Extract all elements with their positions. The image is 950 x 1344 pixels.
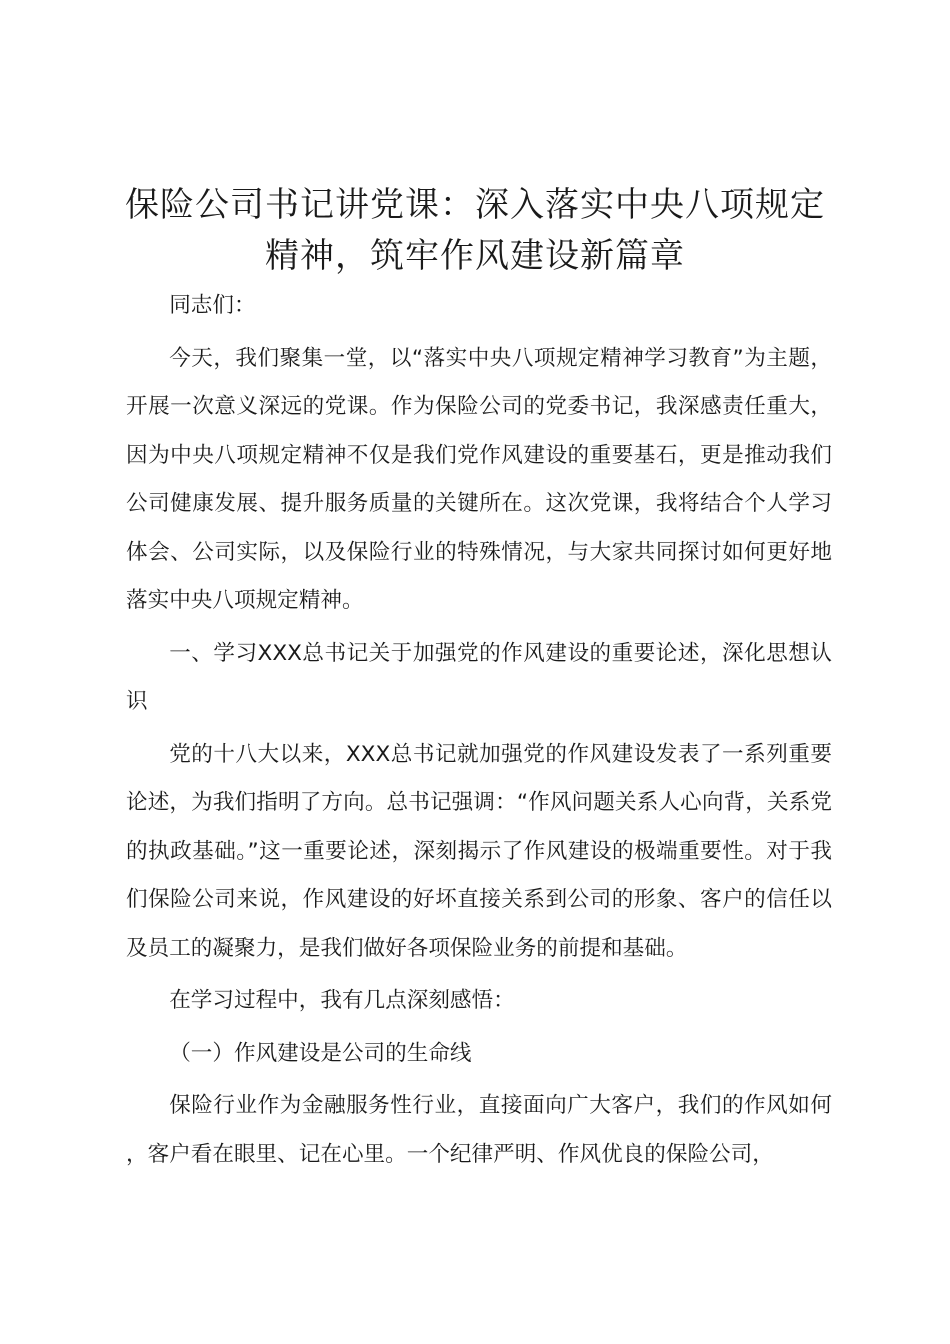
section-heading-1: 一、学习XXX总书记关于加强党的作风建设的重要论述，深化思想认识 — [126, 640, 832, 714]
document-body — [126, 282, 832, 1179]
body-paragraph: 在学习过程中，我有几点深刻感悟： — [169, 988, 515, 1013]
title-line-2: 精神，筑牢作风建设新篇章 — [265, 236, 685, 276]
subsection-heading-1: （一）作风建设是公司的生命线 — [169, 1040, 472, 1066]
body-paragraph: 保险行业作为金融服务性行业，直接面向广大客户，我们的作风如何，客户看在眼里、记在心里。一个纪律严明、作风优良的保险公司， — [126, 1093, 832, 1167]
document-title — [100, 180, 850, 282]
intro-paragraph: 今天，我们聚集一堂，以“落实中央八项规定精神学习教育”为主题，开展一次意义深远的党课。作为保险公司的党委书记，我深感责任重大，因为中央八项规定精神不仅是我们党作风建设的重要基石，更是推动我们公司健康发展、提升服务质量的关键所在。这次党课，我将结合个人学习体会、公司实际，以及保险行业的特殊情况，与大家共同探讨如何更好地落实中央八项规定精神。 — [126, 345, 832, 613]
title-line-1: 保险公司书记讲党课：深入落实中央八项规定 — [125, 185, 825, 225]
salutation-paragraph: 同志们： — [169, 293, 256, 318]
body-paragraph: 党的十八大以来，XXX总书记就加强党的作风建设发表了一系列重要论述，为我们指明了方向。总书记强调：“作风问题关系人心向背，关系党的执政基础。”这一重要论述，深刻揭示了作风建设的极端重要性。对于我们保险公司来说，作风建设的好坏直接关系到公司的形象、客户的信任以及员工的凝聚力，是我们做好各项保险业务的前提和基础。 — [126, 741, 832, 961]
